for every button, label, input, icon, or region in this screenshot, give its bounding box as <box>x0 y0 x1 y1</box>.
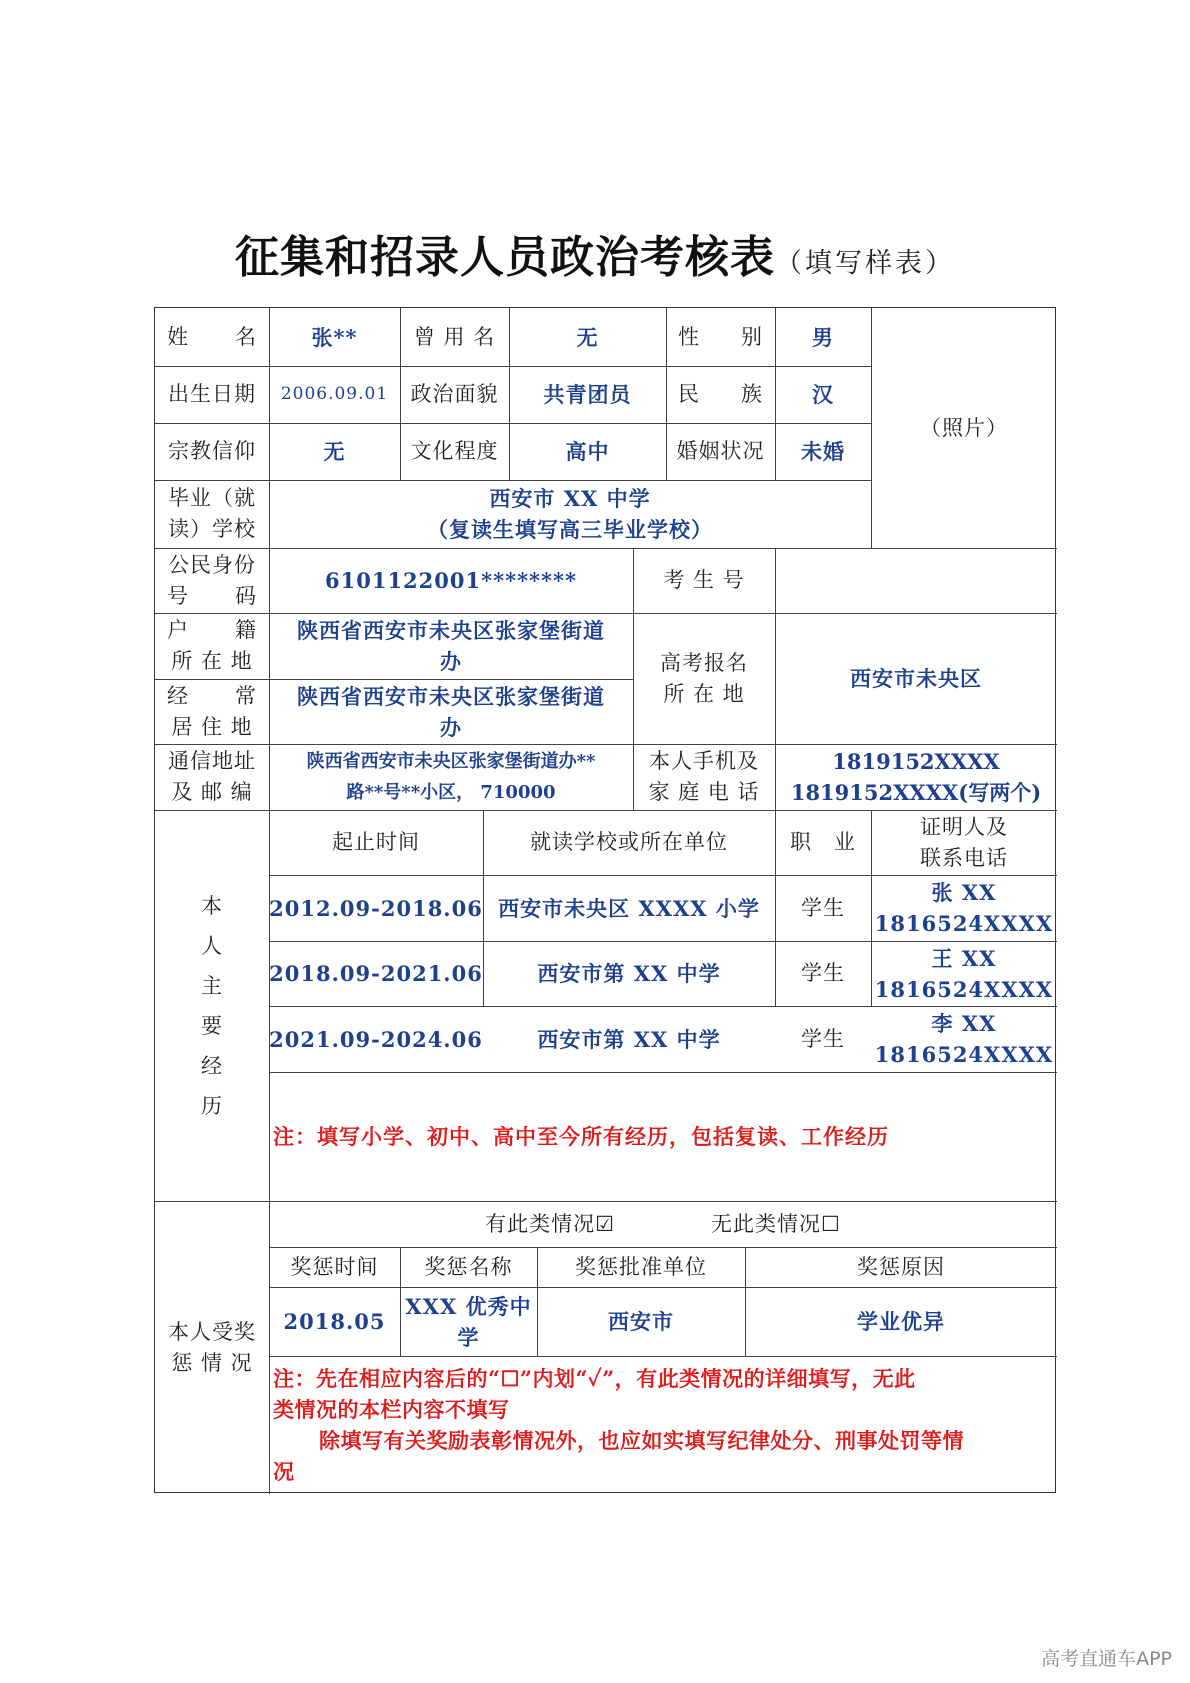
hukou-value-line1: 陕西省西安市未央区张家堡街道 <box>297 618 605 643</box>
experience-period[interactable]: 2021.09-2024.06 <box>269 1026 483 1052</box>
birth-label: 出生日期 <box>168 382 256 406</box>
residence-value-line1: 陕西省西安市未央区张家堡街道 <box>297 683 605 709</box>
residence-label-line1-b: 常 <box>235 683 257 708</box>
awards-note-line3: 除填写有关奖励表彰情况外，也应如实填写纪律处分、刑事处罚等情 <box>319 1428 964 1453</box>
experience-school[interactable]: 西安市未央区 XXXX 小学 <box>498 895 760 921</box>
political-label: 政治面貌 <box>410 382 499 406</box>
hukou-value-line2: 办 <box>440 649 462 674</box>
religion-label: 宗教信仰 <box>168 439 256 463</box>
id-label-line1: 公民身份 <box>168 552 256 577</box>
exam-number-label: 考 生 号 <box>663 568 745 592</box>
political-review-form <box>154 307 1056 1493</box>
title-sub: （填写样表） <box>775 248 955 279</box>
experience-witness-phone: 1816524XXXX <box>874 976 1054 1002</box>
hukou-label <box>155 613 269 679</box>
watermark: 高考直通车APP <box>1041 1648 1172 1670</box>
gender-label <box>666 308 775 366</box>
experience-header-job: 职 业 <box>790 830 856 854</box>
id-label-line2-b: 码 <box>235 583 257 608</box>
exam-number-value[interactable] <box>775 548 1057 613</box>
experience-header-witness <box>871 810 1057 875</box>
hukou-value[interactable] <box>269 613 633 679</box>
former-name-label: 曾 用 名 <box>413 324 496 349</box>
exam-place-label <box>633 613 775 744</box>
awards-time[interactable]: 2018.05 <box>283 1309 386 1334</box>
awards-header-unit: 奖惩批准单位 <box>575 1254 707 1279</box>
residence-label-line1-a: 经 <box>167 683 189 708</box>
experience-label-char: 要 <box>201 1013 223 1038</box>
awards-note-line4: 况 <box>273 1459 295 1484</box>
awards-label-line1: 本人受奖 <box>168 1319 256 1344</box>
awards-unit[interactable]: 西安市 <box>608 1309 674 1334</box>
experience-label-char: 历 <box>201 1093 223 1118</box>
experience-header-witness-line2: 联系电话 <box>920 845 1008 870</box>
ethnic-label-a: 民 <box>678 382 700 406</box>
address-label-line2: 及 邮 编 <box>171 780 253 804</box>
experience-label-char: 主 <box>201 973 223 998</box>
id-label <box>155 548 269 613</box>
awards-header-reason: 奖惩原因 <box>857 1254 945 1279</box>
photo-box[interactable]: （照片） <box>920 415 1008 440</box>
school-label-line2: 读）学校 <box>168 517 256 541</box>
residence-value-line2: 办 <box>440 714 462 740</box>
phone-label <box>633 744 775 810</box>
experience-job[interactable]: 学生 <box>801 1026 845 1051</box>
school-value-line2: （复读生填写高三毕业学校） <box>427 517 713 542</box>
school-label-line1: 毕业（就 <box>168 486 256 510</box>
experience-job[interactable]: 学生 <box>801 961 845 985</box>
experience-label-char: 人 <box>201 933 223 958</box>
awards-reason[interactable]: 学业优异 <box>857 1309 945 1334</box>
political-value[interactable]: 共青团员 <box>543 382 632 407</box>
residence-label-line1 <box>155 681 269 712</box>
experience-witness-phone: 1816524XXXX <box>874 911 1054 936</box>
marital-label: 婚姻状况 <box>676 439 765 463</box>
experience-header-school: 就读学校或所在单位 <box>530 830 728 854</box>
id-label-line2-a: 号 <box>167 583 189 608</box>
experience-label-char: 本 <box>201 893 223 918</box>
address-value-line1: 陕西省西安市未央区张家堡街道办** <box>306 751 596 772</box>
experience-header-witness-line1: 证明人及 <box>920 814 1008 839</box>
experience-section-label <box>155 810 269 1201</box>
phone-value-line2: 1819152XXXX(写两个) <box>790 780 1042 805</box>
name-label-b: 名 <box>235 324 257 349</box>
awards-name-line2: 学 <box>457 1324 480 1350</box>
awards-has-option[interactable]: 有此类情况☑ <box>485 1211 615 1236</box>
exam-place-label-line1: 高考报名 <box>660 650 748 675</box>
education-value[interactable]: 高中 <box>565 439 610 464</box>
hukou-label-line1-b: 籍 <box>235 618 257 642</box>
religion-value[interactable]: 无 <box>323 439 346 464</box>
phone-label-line1: 本人手机及 <box>649 749 759 773</box>
awards-note <box>269 1356 1057 1494</box>
awards-status-row <box>269 1201 1057 1247</box>
awards-note-line1: 注：先在相应内容后的“☐”内划“✓”，有此类情况的详细填写，无此 <box>273 1366 916 1391</box>
name-value[interactable]: 张** <box>311 324 358 350</box>
name-label <box>155 308 269 366</box>
hukou-label-line1-a: 户 <box>167 618 189 642</box>
experience-period[interactable]: 2012.09-2018.06 <box>269 895 483 921</box>
experience-witness-name: 张 XX <box>931 880 997 905</box>
awards-none-option[interactable]: 无此类情况☐ <box>711 1211 841 1236</box>
experience-witness-name: 李 XX <box>931 1011 997 1036</box>
title-main: 征集和招录人员政治考核表 <box>235 232 775 283</box>
phone-value[interactable] <box>775 744 1057 810</box>
experience-note: 注：填写小学、初中、高中至今所有经历，包括复读、工作经历 <box>273 1124 889 1149</box>
experience-job[interactable]: 学生 <box>801 895 845 920</box>
awards-name-line1: XXX 优秀中 <box>405 1293 532 1319</box>
awards-section-label <box>155 1201 269 1494</box>
gender-value[interactable]: 男 <box>812 324 834 350</box>
hukou-label-line2: 所 在 地 <box>171 649 253 673</box>
birth-value[interactable]: 2006.09.01 <box>280 384 389 404</box>
gender-label-a: 性 <box>678 324 700 349</box>
awards-header-time: 奖惩时间 <box>290 1254 379 1279</box>
school-value[interactable] <box>269 480 871 548</box>
experience-witness[interactable] <box>871 1006 1057 1072</box>
experience-witness-name: 王 XX <box>931 945 997 971</box>
address-value-line2: 路**号**小区， 710000 <box>346 782 556 803</box>
ethnic-label-b: 族 <box>741 382 763 406</box>
gender-label-b: 别 <box>741 324 763 349</box>
experience-witness[interactable] <box>871 875 1057 941</box>
school-label <box>155 480 269 548</box>
id-label-line2 <box>155 581 269 612</box>
hukou-label-line1 <box>155 615 269 646</box>
name-label-a: 姓 <box>167 324 189 349</box>
experience-header-period: 起止时间 <box>332 830 420 854</box>
exam-place-value[interactable]: 西安市未央区 <box>850 666 982 691</box>
awards-label-line2: 惩 情 况 <box>171 1350 253 1375</box>
awards-header-name: 奖惩名称 <box>424 1254 513 1279</box>
address-label <box>155 744 269 810</box>
experience-school[interactable]: 西安市第 XX 中学 <box>537 961 721 986</box>
id-value[interactable]: 6101122001******** <box>325 568 577 593</box>
phone-value-line1: 1819152XXXX <box>832 749 1000 774</box>
experience-witness-phone: 1816524XXXX <box>874 1042 1054 1067</box>
experience-school[interactable]: 西安市第 XX 中学 <box>537 1026 721 1052</box>
residence-value[interactable] <box>269 679 633 744</box>
ethnic-label <box>666 366 775 423</box>
former-name-value[interactable]: 无 <box>576 324 599 350</box>
page-title <box>0 226 1190 299</box>
awards-note-line2: 类情况的本栏内容不填写 <box>273 1397 510 1422</box>
school-value-line1: 西安市 XX 中学 <box>489 486 651 511</box>
ethnic-value[interactable]: 汉 <box>812 382 834 407</box>
residence-label <box>155 679 269 744</box>
phone-label-line2: 家 庭 电 话 <box>648 780 760 804</box>
experience-period[interactable]: 2018.09-2021.06 <box>269 961 483 986</box>
experience-label-char: 经 <box>201 1053 223 1078</box>
address-value[interactable] <box>269 744 633 810</box>
education-label: 文化程度 <box>410 439 499 463</box>
address-label-line1: 通信地址 <box>168 749 256 773</box>
marital-value[interactable]: 未婚 <box>801 439 845 464</box>
experience-witness[interactable] <box>871 941 1057 1006</box>
awards-name[interactable] <box>400 1287 537 1356</box>
residence-label-line2: 居 住 地 <box>171 714 253 739</box>
exam-place-label-line2: 所 在 地 <box>663 681 745 706</box>
